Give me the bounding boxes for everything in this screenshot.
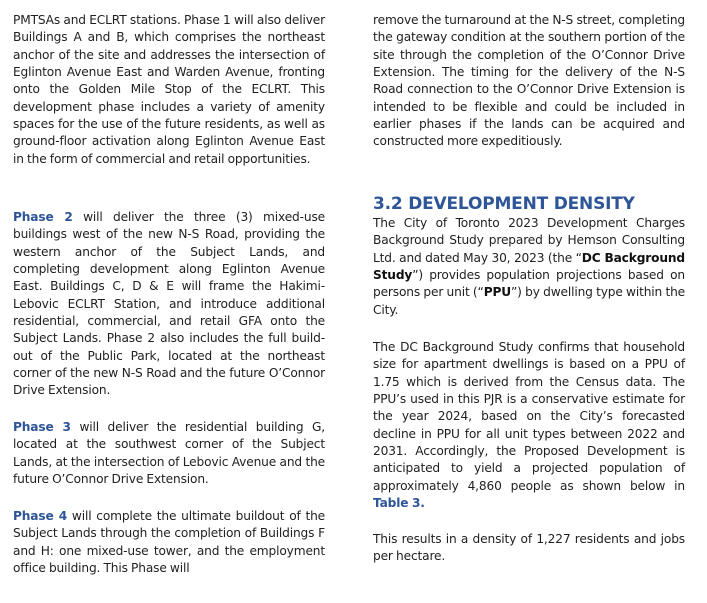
phase4-continuation-paragraph: remove the turnaround at the N-S street, completing the gateway condition at the southern portion of the site through the completion of the O’Connor Drive Extension. The timing for the delivery of the N-S Road connection to the O’Connor Drive Extension is intended to be flexible and could be included in earlier phases if the lands can be acquired and constructed more expeditiously.: [373, 13, 685, 149]
dc-background-paragraph: [373, 215, 685, 319]
dc-text-b: ”) provides population projections based on persons per unit (“: [373, 268, 685, 300]
ppu-term: PPU: [483, 285, 511, 300]
phase4-text: will complete the ultimate buildout of the Subject Lands through the completion of Buildings F and H: one mixed-use tower, and the employment office building. This Phase will: [13, 509, 326, 576]
ppu-text: The DC Background Study confirms that household size for apartment dwellings is based on a PPU of 1.75 which is derived from the Census data. The PPU’s used in this PJR is a conservative estimate for the year 2024, based on the City’s forecasted decline in PPU for all unit types between 2022 and 2031. Accordingly, the Proposed Development is anticipated to yield a projected population of approximately 4,860 people as shown below in: [373, 340, 685, 493]
phase3-label: Phase 3: [13, 420, 71, 434]
ppu-paragraph: [373, 339, 685, 512]
dc-background-study-term: DC Background Study: [373, 250, 685, 283]
density-paragraph: This results in a density of 1,227 residents and jobs per hectare.: [373, 532, 685, 564]
phase1-continuation-paragraph: PMTSAs and ECLRT stations. Phase 1 will also deliver Buildings A and B, which comprises the northeast anchor of the site and addresses the intersection of Eglinton Avenue East and Warden Avenue, fronting onto the Golden Mile Stop of the ECLRT. This development phase includes a variety of amenity spaces for the use of the future residents, as well as ground-floor activation along Eglinton Avenue East in the form of commercial and retail opportunities.: [13, 13, 325, 166]
dc-text-a: The City of Toronto 2023 Development Charges Background Study prepared by Hemson Consulting Ltd. and dated May 30, 2023 (the “: [373, 216, 685, 265]
table-3-reference-link[interactable]: Table 3.: [373, 496, 425, 511]
section-heading: 3.2 DEVELOPMENT DENSITY: [373, 194, 635, 214]
phase4-label: Phase 4: [13, 509, 68, 523]
phase2-text: will deliver the three (3) mixed-use buildings west of the new N-S Road, providing the western anchor of the Subject Lands, and completing development along Eglinton Avenue East. Buildings C, D & E will frame the Hakimi-Lebovic ECLRT Station, and introduce additional residential, commercial, and retail GFA onto the Subject Lands. Phase 2 also includes the full build-out of the Public Park, located at the northeast corner of the new N-S Road and the future O’Connor Drive Extension.: [13, 210, 325, 398]
phase2-paragraph: [13, 209, 325, 400]
phase3-paragraph: [13, 419, 325, 488]
dc-text-c: ”) by dwelling type within the City.: [373, 285, 685, 317]
phase2-label: Phase 2: [13, 210, 73, 224]
phase3-text: will deliver the residential building G, located at the southwest corner of the Subject Lands, at the intersection of Lebovic Avenue and the future O’Connor Drive Extension.: [13, 420, 325, 487]
phase4-paragraph: [13, 508, 325, 577]
